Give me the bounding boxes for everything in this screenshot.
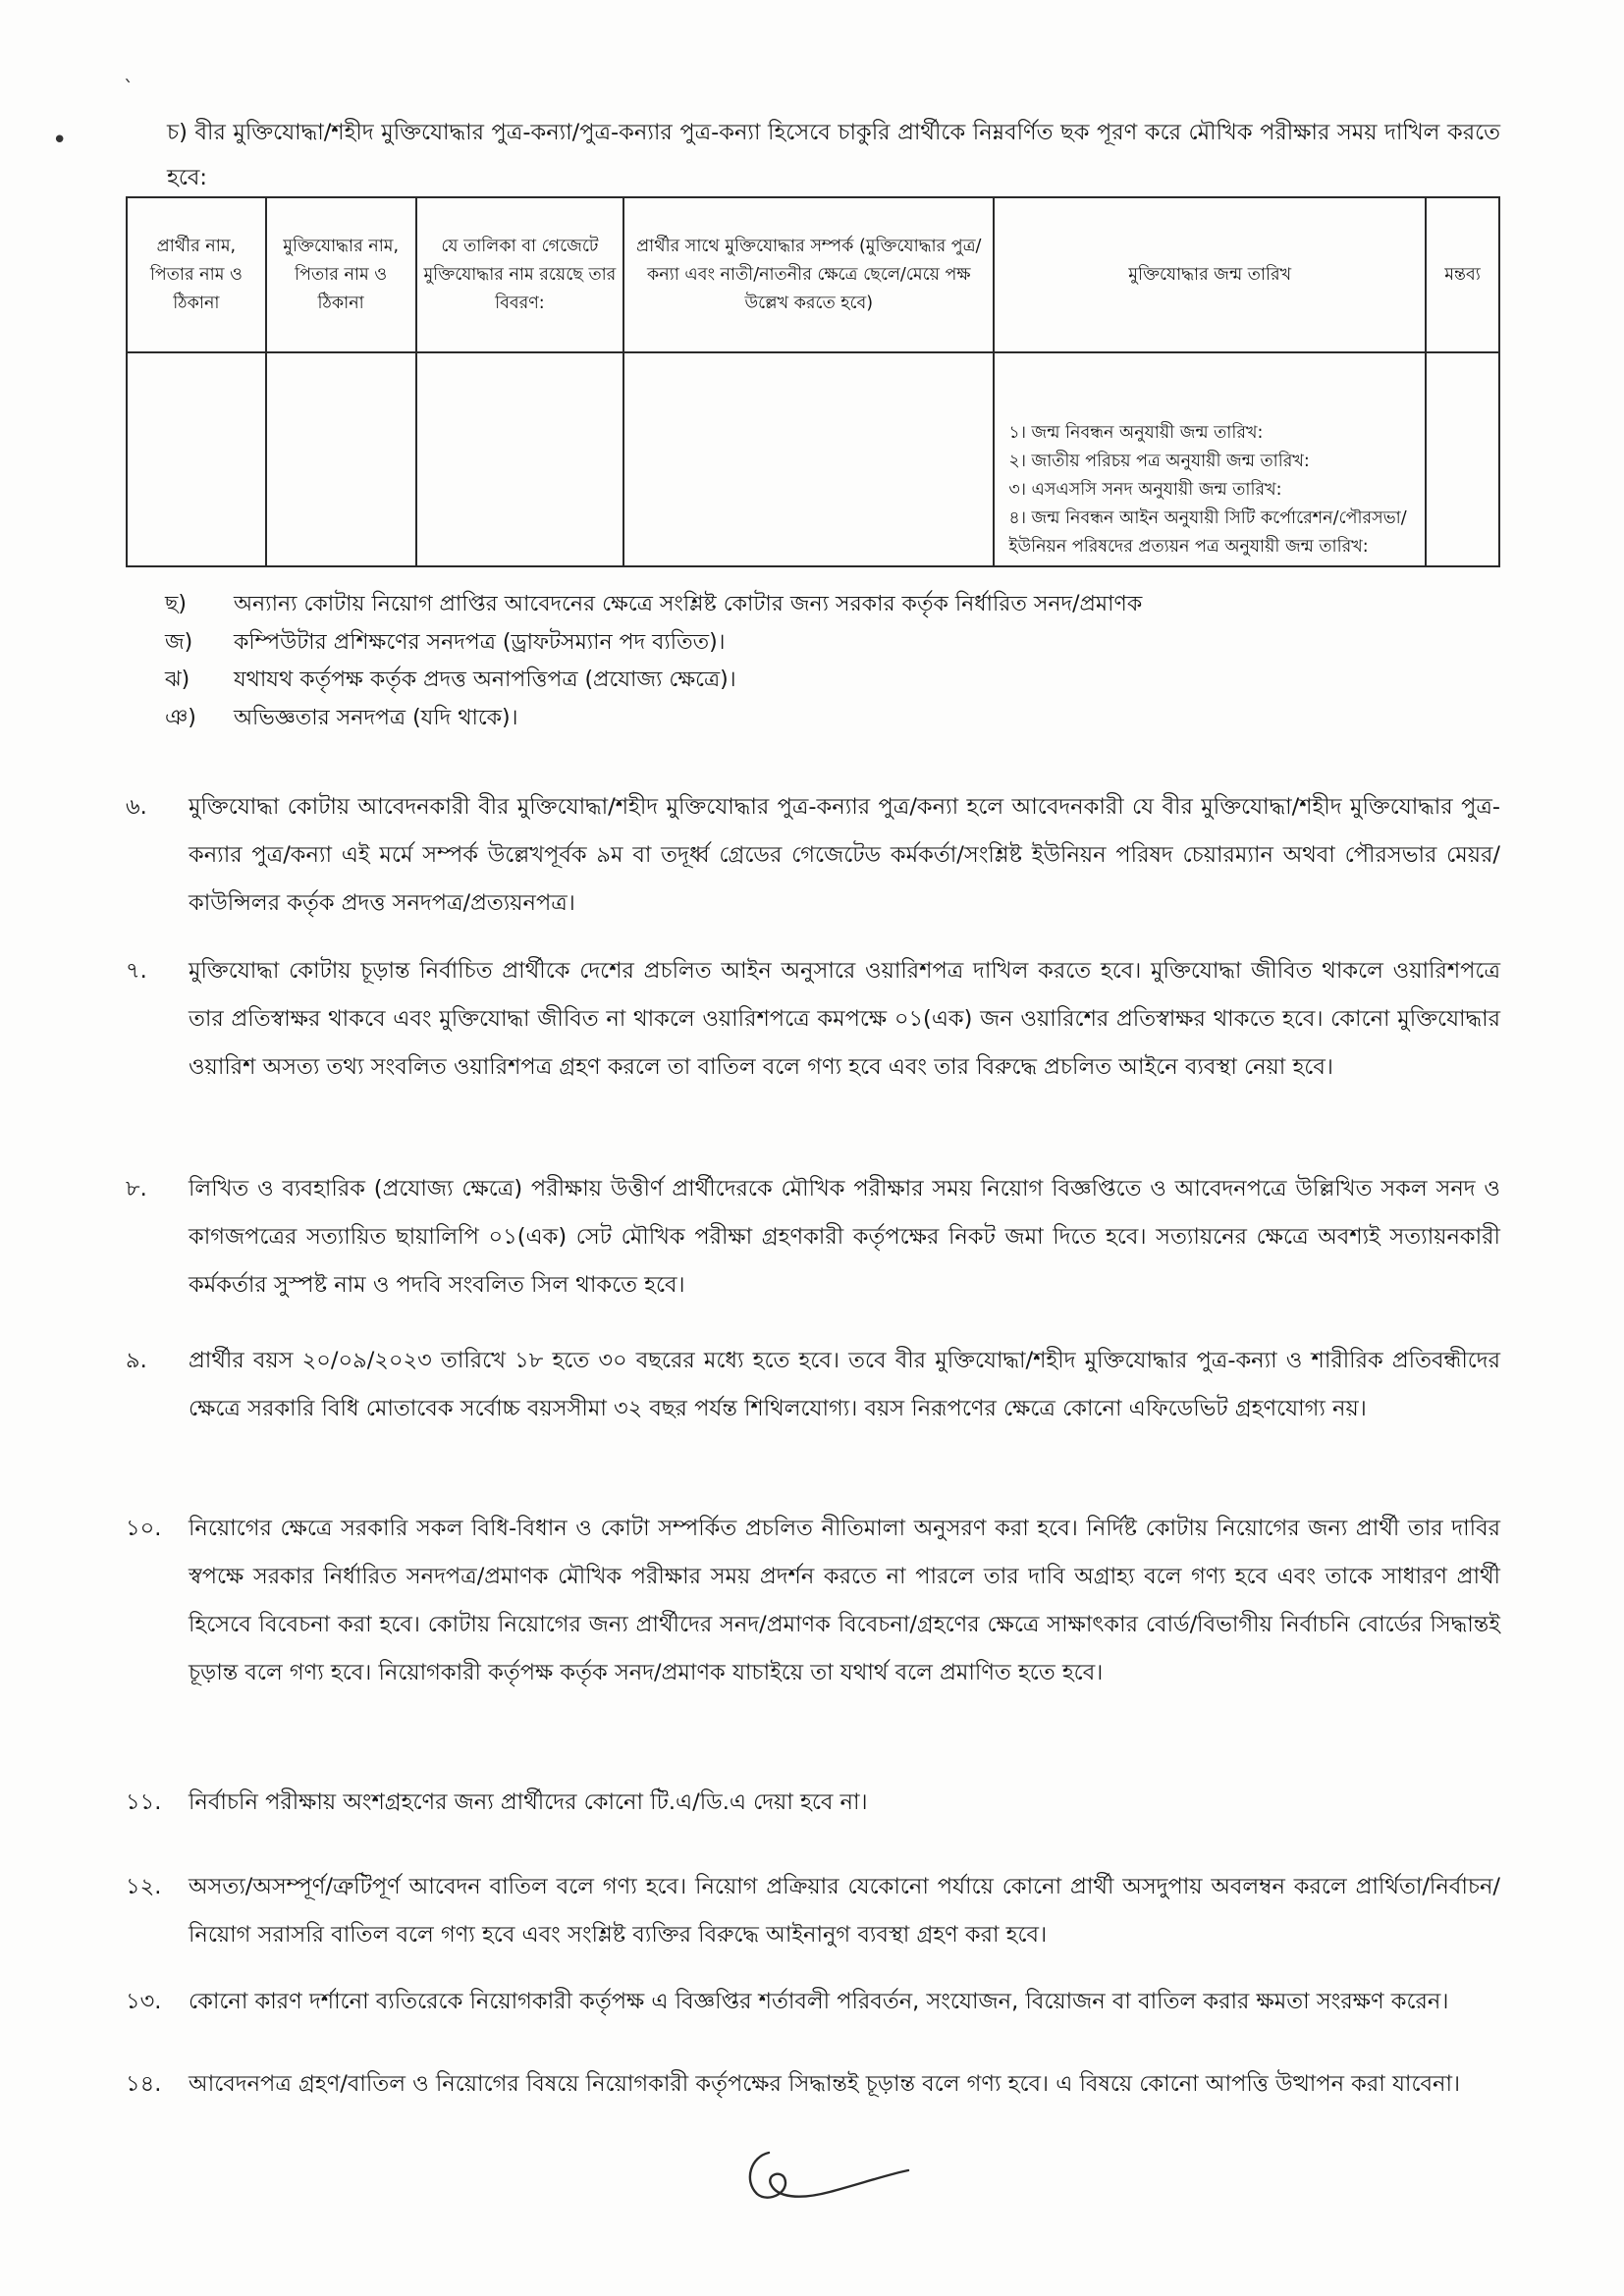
item-number: ১১. (126, 1789, 162, 1815)
cell-freedom-fighter-info (266, 352, 416, 566)
dob-birth-registration: ১। জন্ম নিবন্ধন অনুযায়ী জন্ম তারিখ: (1008, 423, 1264, 443)
item-text: কোনো কারণ দর্শানো ব্যতিরেকে নিয়োগকারী কর্তৃপক্ষ এ বিজ্ঞপ্তির শর্তাবলী পরিবর্তন, সংযোজন, বিয়োজন বা বাতিল করার ক্ষমতা সংরক্ষণ করেন। (189, 1989, 1449, 2014)
instruction-text: চ) বীর মুক্তিযোদ্ধা/শহীদ মুক্তিযোদ্ধার পুত্র-কন্যা/পুত্র-কন্যার পুত্র-কন্যা হিসেবে চাকুরি প্রার্থীকে নিম্নবর্ণিত ছক পূরণ করে মৌখিক পরীক্ষার সময় দাখিল করতে হবে: (167, 120, 1500, 190)
header-candidate-info: প্রার্থীর নাম, পিতার নাম ও ঠিকানা (127, 197, 266, 352)
numbered-item-13 (126, 1978, 1500, 2026)
sub-item-marker: ঞ) (165, 705, 196, 730)
item-number: ১৪. (126, 2071, 162, 2097)
item-text: নির্বাচনি পরীক্ষায় অংশগ্রহণের জন্য প্রার্থীদের কোনো টি.এ/ডি.এ দেয়া হবে না। (189, 1789, 868, 1815)
item-number: ৮. (126, 1176, 147, 1201)
stray-mark: ˎ (124, 59, 134, 82)
sub-item-text: যথাযথ কর্তৃপক্ষ কর্তৃক প্রদত্ত অনাপত্তিপত্র (প্রযোজ্য ক্ষেত্রে)। (234, 667, 736, 692)
item-text: মুক্তিযোদ্ধা কোটায় চূড়ান্ত নির্বাচিত প্রার্থীকে দেশের প্রচলিত আইন অনুসারে ওয়ারিশপত্র দাখিল করতে হবে। মুক্তিযোদ্ধা জীবিত থাকলে ওয়ারিশপত্রে তার প্রতিস্বাক্ষর থাকবে এবং মুক্তিযোদ্ধা জীবিত না থাকলে ওয়ারিশপত্রে কমপক্ষে ০১(এক) জন ওয়ারিশের প্রতিস্বাক্ষর থাকতে হবে। কোনো মুক্তিযোদ্ধার ওয়ারিশ অসত্য তথ্য সংবলিত ওয়ারিশপত্র গ্রহণ করলে তা বাতিল বলে গণ্য হবে এবং তার বিরুদ্ধে প্রচলিত আইনে ব্যবস্থা নেয়া হবে। (189, 958, 1500, 1080)
cell-date-of-birth (994, 352, 1426, 566)
item-text: অসত্য/অসম্পূর্ণ/ত্রুটিপূর্ণ আবেদন বাতিল বলে গণ্য হবে। নিয়োগ প্রক্রিয়ার যেকোনো পর্যায়ে কোনো প্রার্থী অসদুপায় অবলম্বন করলে প্রার্থিতা/নির্বাচন/নিয়োগ সরাসরি বাতিল বলে গণ্য হবে এবং সংশ্লিষ্ট ব্যক্তির বিরুদ্ধে আইনানুগ ব্যবস্থা গ্রহণ করা হবে। (189, 1874, 1500, 1948)
item-text: প্রার্থীর বয়স ২০/০৯/২০২৩ তারিখে ১৮ হতে ৩০ বছরের মধ্যে হতে হবে। তবে বীর মুক্তিযোদ্ধা/শহীদ মুক্তিযোদ্ধার পুত্র-কন্যা ও শারীরিক প্রতিবন্ধীদের ক্ষেত্রে সরকারি বিধি মোতাবেক সর্বোচ্চ বয়সসীমা ৩২ বছর পর্যন্ত শিথিলযোগ্য। বয়স নিরূপণের ক্ষেত্রে কোনো এফিডেভিট গ্রহণযোগ্য নয়। (189, 1348, 1500, 1421)
list-item (165, 624, 1500, 663)
header-remarks: মন্তব্য (1426, 197, 1499, 352)
numbered-item-7 (126, 947, 1500, 1092)
item-number: ৭. (126, 958, 147, 984)
numbered-item-9 (126, 1337, 1500, 1433)
numbered-item-11 (126, 1779, 1500, 1827)
list-item (165, 662, 1500, 700)
numbered-item-10 (126, 1505, 1500, 1697)
signature (722, 2135, 918, 2214)
list-item (165, 586, 1500, 624)
cell-candidate-info (127, 352, 266, 566)
header-relationship: প্রার্থীর সাথে মুক্তিযোদ্ধার সম্পর্ক (মুক্তিযোদ্ধার পুত্র/কন্যা এবং নাতী/নাতনীর ক্ষেত্রে ছেলে/মেয়ে পক্ষ উল্লেখ করতে হবে) (623, 197, 994, 352)
list-item (165, 700, 1500, 738)
cell-relationship (623, 352, 994, 566)
sub-item-marker: ঝ) (165, 667, 190, 692)
sub-item-text: অন্যান্য কোটায় নিয়োগ প্রাপ্তির আবেদনের ক্ষেত্রে সংশ্লিষ্ট কোটার জন্য সরকার কর্তৃক নির্ধারিত সনদ/প্রমাণক (234, 592, 1143, 616)
header-date-of-birth: মুক্তিযোদ্ধার জন্ম তারিখ (994, 197, 1426, 352)
stray-dot: • (52, 126, 68, 155)
dob-national-id: ২। জাতীয় পরিচয় পত্র অনুযায়ী জন্ম তারিখ: (1008, 452, 1310, 471)
item-text: মুক্তিযোদ্ধা কোটায় আবেদনকারী বীর মুক্তিযোদ্ধা/শহীদ মুক্তিযোদ্ধার পুত্র-কন্যার পুত্র/কন্যা হলে আবেদনকারী যে বীর মুক্তিযোদ্ধা/শহীদ মুক্তিযোদ্ধার পুত্র-কন্যার পুত্র/কন্যা এই মর্মে সম্পর্ক উল্লেখপূর্বক ৯ম বা তদূর্ধ্ব গ্রেডের গেজেটেড কর্মকর্তা/সংশ্লিষ্ট ইউনিয়ন পরিষদ চেয়ারম্যান অথবা পৌরসভার মেয়র/কাউন্সিলর কর্তৃক প্রদত্ত সনদপত্র/প্রত্যয়নপত্র। (189, 794, 1500, 916)
header-freedom-fighter-info: মুক্তিযোদ্ধার নাম, পিতার নাম ও ঠিকানা (266, 197, 416, 352)
table-header-row (127, 197, 1499, 352)
sub-item-marker: জ) (165, 629, 193, 655)
dob-ssc-certificate: ৩। এসএসসি সনদ অনুযায়ী জন্ম তারিখ: (1008, 480, 1282, 500)
item-text: আবেদনপত্র গ্রহণ/বাতিল ও নিয়োগের বিষয়ে নিয়োগকারী কর্তৃপক্ষের সিদ্ধান্তই চূড়ান্ত বলে গণ্য হবে। এ বিষয়ে কোনো আপত্তি উত্থাপন করা যাবেনা। (189, 2071, 1461, 2097)
item-number: ৯. (126, 1348, 147, 1373)
sub-item-marker: ছ) (165, 592, 187, 616)
cell-remarks (1426, 352, 1499, 566)
item-text: লিখিত ও ব্যবহারিক (প্রযোজ্য ক্ষেত্রে) পরীক্ষায় উত্তীর্ণ প্রার্থীদেরকে মৌখিক পরীক্ষার সময় নিয়োগ বিজ্ঞপ্তিতে ও আবেদনপত্রে উল্লিখিত সকল সনদ ও কাগজপত্রের সত্যায়িত ছায়ালিপি ০১(এক) সেট মৌখিক পরীক্ষা গ্রহণকারী কর্তৃপক্ষের নিকট জমা দিতে হবে। সত্যায়নের ক্ষেত্রে অবশ্যই সত্যায়নকারী কর্মকর্তার সুস্পষ্ট নাম ও পদবি সংবলিত সিল থাকতে হবে। (189, 1176, 1500, 1298)
sub-item-text: অভিজ্ঞতার সনদপত্র (যদি থাকে)। (234, 705, 518, 730)
sub-item-text: কম্পিউটার প্রশিক্ষণের সনদপত্র (ড্রাফটসম্যান পদ ব্যতিত)। (234, 629, 726, 655)
cell-gazette-details (416, 352, 624, 566)
numbered-item-6 (126, 783, 1500, 928)
quota-form-instruction (126, 110, 1500, 200)
dob-local-certificate: ৪। জন্ম নিবন্ধন আইন অনুযায়ী সিটি কর্পোরেশন/পৌরসভা/ইউনিয়ন পরিষদের প্রত্যয়ন পত্র অনুযায়ী জন্ম তারিখ: (1008, 508, 1407, 557)
numbered-item-12 (126, 1863, 1500, 1959)
freedom-fighter-form-table (126, 196, 1500, 567)
header-gazette-details: যে তালিকা বা গেজেটে মুক্তিযোদ্ধার নাম রয়েছে তার বিবরণ: (416, 197, 624, 352)
item-number: ৬. (126, 794, 147, 820)
item-number: ১০. (126, 1516, 162, 1541)
table-row (127, 352, 1499, 566)
numbered-item-8 (126, 1165, 1500, 1309)
item-number: ১৩. (126, 1989, 162, 2014)
item-text: নিয়োগের ক্ষেত্রে সরকারি সকল বিধি-বিধান ও কোটা সম্পর্কিত প্রচলিত নীতিমালা অনুসরণ করা হবে। নির্দিষ্ট কোটায় নিয়োগের জন্য প্রার্থী তার দাবির স্বপক্ষে সরকার নির্ধারিত সনদপত্র/প্রমাণক মৌখিক পরীক্ষার সময় প্রদর্শন করতে না পারলে তার দাবি অগ্রাহ্য বলে গণ্য হবে এবং তাকে সাধারণ প্রার্থী হিসেবে বিবেচনা করা হবে। কোটায় নিয়োগের জন্য প্রার্থীদের সনদ/প্রমাণক বিবেচনা/গ্রহণের ক্ষেত্রে সাক্ষাৎকার বোর্ড/বিভাগীয় নির্বাচনি বোর্ডের সিদ্ধান্তই চূড়ান্ত বলে গণ্য হবে। নিয়োগকারী কর্তৃপক্ষ কর্তৃক সনদ/প্রমাণক যাচাইয়ে তা যথার্থ বলে প্রমাণিত হতে হবে। (189, 1516, 1500, 1685)
numbered-item-14 (126, 2060, 1500, 2109)
sub-item-list (165, 586, 1500, 737)
item-number: ১২. (126, 1874, 162, 1899)
